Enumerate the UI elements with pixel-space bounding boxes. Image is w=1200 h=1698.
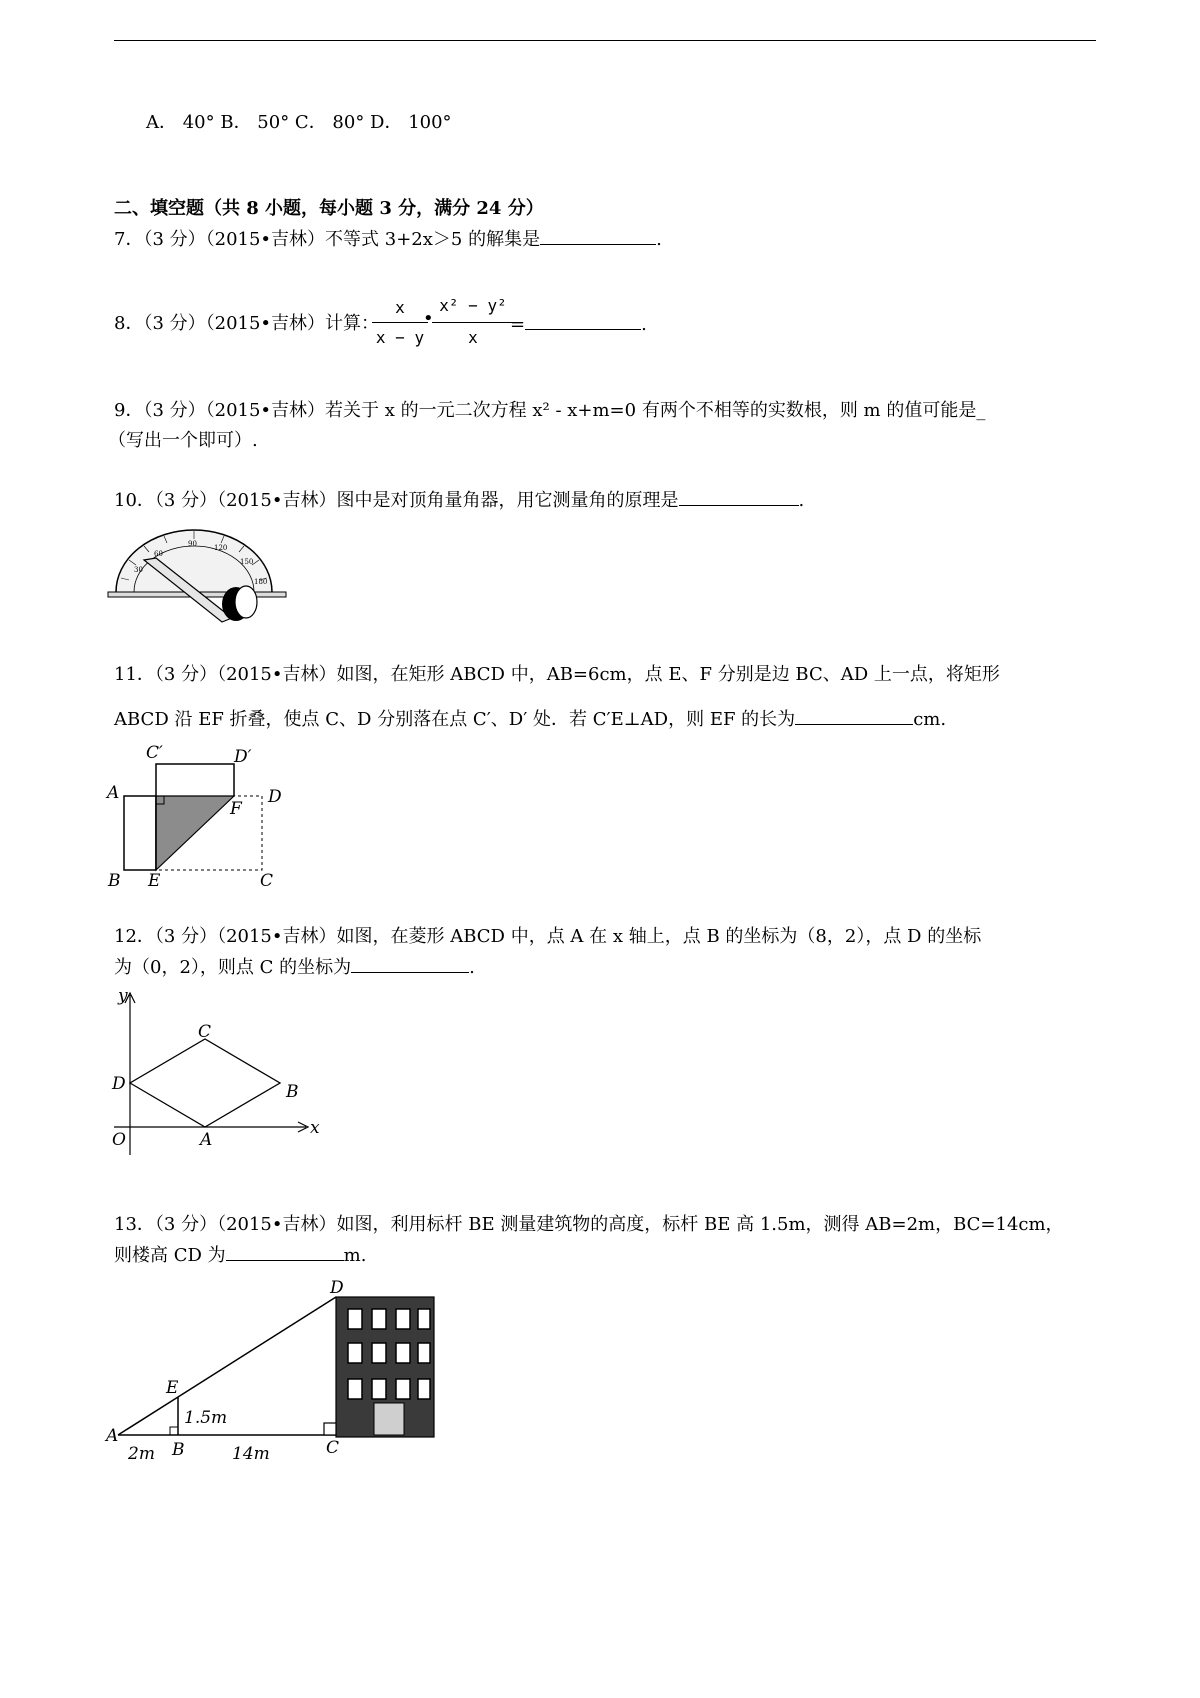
q12-label-b: B	[286, 1082, 299, 1102]
q12-blank	[351, 954, 469, 973]
q11-rect-abef	[124, 796, 156, 870]
q7-blank	[540, 226, 656, 245]
protractor-cylinder-end	[235, 586, 257, 618]
q12-line2	[114, 954, 475, 981]
q10-blank	[679, 487, 799, 506]
q13-label-e: E	[166, 1378, 179, 1398]
q13-text: 则楼高 CD 为	[114, 1245, 226, 1266]
q11-line2	[114, 706, 946, 733]
q8-fraction2-bar	[432, 322, 514, 323]
protractor-tick-label: 30	[134, 566, 143, 574]
q7-suffix: .	[656, 229, 662, 250]
q8-answer	[510, 311, 647, 338]
q11-label-e: E	[148, 871, 161, 891]
q13-blank	[226, 1242, 344, 1261]
q11-label-d: D	[268, 787, 282, 807]
q8-suffix: .	[641, 314, 647, 335]
q8-fraction2-den: x	[468, 328, 478, 347]
q11-blank	[795, 706, 913, 725]
q12-line1: 12．（3 分）（2015•吉林）如图，在菱形 ABCD 中，点 A 在 x 轴上，点 B 的坐标为（8，2），点 D 的坐标	[114, 926, 982, 947]
q11-text: ABCD 沿 EF 折叠，使点 C、D 分别落在点 C′、D′ 处．若 C′E⊥AD，则 EF 的长为	[114, 709, 796, 730]
q11-shaded-triangle	[156, 796, 234, 870]
q13-line2	[114, 1242, 366, 1269]
q11-label-b: B	[108, 871, 121, 891]
q12-rhombus	[130, 1039, 280, 1127]
q13-label-c: C	[326, 1438, 340, 1458]
q13-line1: 13．（3 分）（2015•吉林）如图，利用标杆 BE 测量建筑物的高度，标杆 BE 高 1.5m，测得 AB=2m，BC=14cm，	[114, 1214, 1064, 1235]
q10-suffix: .	[798, 490, 805, 511]
protractor-tick-label: 150	[240, 558, 254, 566]
q11-suffix: cm.	[913, 709, 947, 730]
q12-label-c: C	[198, 1022, 212, 1042]
q7	[114, 226, 662, 253]
q8-fraction1-bar	[372, 322, 428, 323]
q12-suffix: .	[469, 957, 475, 978]
q8-dot: •	[423, 308, 434, 329]
q8-fraction2-num: x² − y²	[439, 296, 507, 315]
q11-label-a: A	[107, 783, 120, 803]
q11-line1: 11．（3 分）（2015•吉林）如图，在矩形 ABCD 中，AB=6cm，点 E、F 分别是边 BC、AD 上一点，将矩形	[114, 664, 1000, 685]
q8-equals: =	[510, 314, 526, 335]
q11-label-f: F	[230, 799, 242, 819]
protractor-tick-label: 120	[214, 544, 228, 552]
q11-figure	[104, 740, 304, 892]
q12-text: 为（0，2），则点 C 的坐标为	[114, 957, 352, 978]
q9-line2: （写出一个即可）.	[108, 430, 258, 451]
q13-right-angle-c	[324, 1423, 336, 1435]
q11-label-c-prime: C′	[146, 743, 163, 763]
protractor-tick-label: 60	[154, 550, 163, 558]
q9-line1: 9．（3 分）（2015•吉林）若关于 x 的一元二次方程 x² - x+m=0 有两个不相等的实数根，则 m 的值可能是_	[114, 400, 986, 421]
q12-label-o: O	[112, 1130, 126, 1150]
protractor-tick-label: 90	[188, 540, 197, 548]
q10-text: 10．（3 分）（2015•吉林）图中是对顶角量角器，用它测量角的原理是	[114, 490, 679, 511]
q12-label-d: D	[112, 1074, 126, 1094]
q13-label-b: B	[172, 1440, 185, 1460]
q13-label-bc: 14m	[232, 1444, 270, 1464]
q13-suffix: m.	[343, 1245, 367, 1266]
q7-text: 7．（3 分）（2015•吉林）不等式 3+2x＞5 的解集是	[114, 229, 541, 250]
q13-building-door	[374, 1403, 404, 1435]
q8-blank	[525, 311, 641, 330]
q12-label-y: y	[118, 986, 128, 1006]
q13-label-a: A	[106, 1426, 119, 1446]
q12-label-a: A	[200, 1130, 213, 1150]
q6-options: A． 40° B． 50° C． 80° D． 100°	[146, 112, 452, 133]
q10	[114, 487, 804, 514]
q13-label-be: 1.5m	[184, 1408, 228, 1428]
protractor-figure	[104, 522, 290, 630]
q8-fraction1-num: x	[395, 298, 405, 317]
q13-label-ab: 2m	[128, 1444, 155, 1464]
q8	[114, 311, 379, 337]
q12-label-x: x	[310, 1118, 320, 1138]
header-rule	[114, 40, 1096, 41]
q11-label-c: C	[260, 871, 274, 891]
q11-label-d-prime: D′	[234, 747, 252, 767]
q12-figure	[104, 985, 334, 1165]
q13-right-angle-b	[170, 1427, 178, 1435]
q13-figure	[104, 1275, 444, 1495]
q13-label-d: D	[330, 1278, 344, 1298]
q8-fraction1-den: x − y	[375, 328, 425, 347]
q8-text: 8．（3 分）（2015•吉林）计算：	[114, 313, 380, 334]
section-header: 二、填空题（共 8 小题，每小题 3 分，满分 24 分）	[114, 198, 544, 219]
protractor-tick-label: 180	[254, 578, 268, 586]
